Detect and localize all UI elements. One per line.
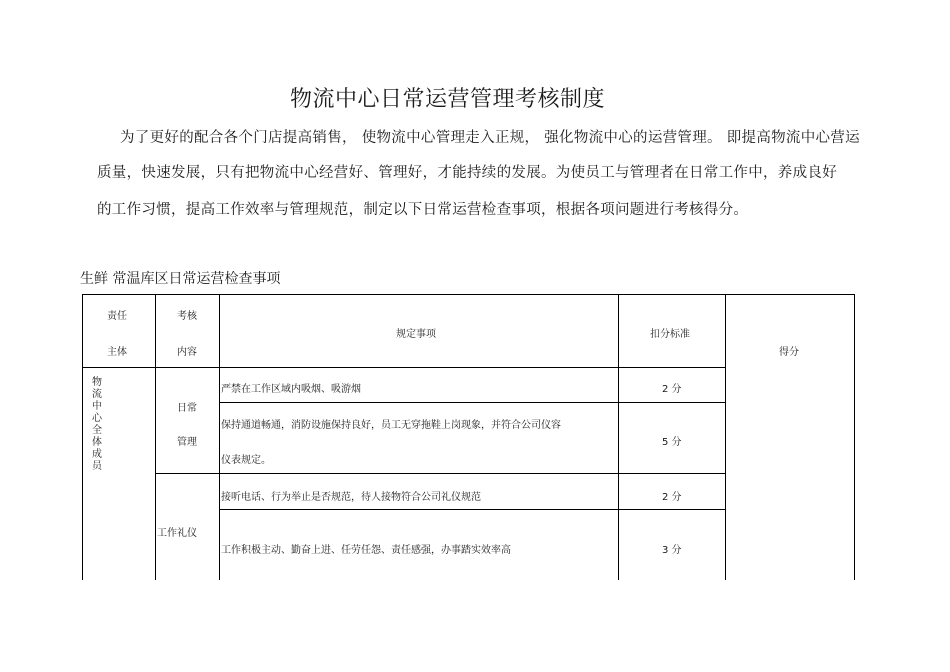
column-divider: [618, 294, 619, 580]
row-divider: [219, 509, 725, 510]
table-border-left: [82, 294, 83, 580]
table-border-right: [854, 294, 855, 580]
rule-text: 工作积极主动、勤奋上进、任劳任怨、责任感强，办事踏实效率高: [221, 545, 511, 556]
header-rules: 规定事项: [396, 329, 436, 340]
assessment-group-etiquette: 工作礼仪: [157, 528, 197, 539]
table-header-divider: [82, 367, 725, 368]
assessment-group-daily-line-2: 管理: [177, 437, 197, 448]
intro-paragraph-line-2: 质量，快速发展，只有把物流中心经营好、管理好，才能持续的发展。为使员工与管理者在日常工作中，养成良好: [97, 165, 837, 181]
header-responsibility-line-1: 责任: [107, 311, 127, 322]
header-assessment-line-1: 考核: [177, 311, 197, 322]
inspection-table: [82, 294, 855, 580]
deduction-points: 2 分: [662, 492, 682, 503]
rule-text-continued: 仪表规定。: [221, 455, 271, 466]
document-title: 物流中心日常运营管理考核制度: [290, 87, 606, 112]
deduction-points: 3 分: [662, 545, 682, 556]
header-responsibility-line-2: 主体: [107, 347, 127, 358]
group-divider: [155, 473, 725, 474]
table-border-top: [82, 294, 855, 295]
column-divider: [219, 294, 220, 580]
rule-text: 接听电话、行为举止是否规范，待人接物符合公司礼仪规范: [221, 492, 481, 503]
deduction-points: 5 分: [662, 437, 682, 448]
section-title: 生鲜 常温库区日常运营检查事项: [80, 271, 281, 287]
header-score: 得分: [779, 347, 799, 358]
row-divider: [219, 402, 725, 403]
deduction-points: 2 分: [662, 384, 682, 395]
column-divider: [725, 294, 726, 580]
rule-text: 严禁在工作区域内吸烟、吸游烟: [221, 384, 361, 395]
column-divider: [155, 294, 156, 580]
intro-paragraph-line-1: 为了更好的配合各个门店提高销售， 使物流中心管理走入正规， 强化物流中心的运营管理。 即提高物流中心营运: [120, 130, 860, 146]
header-assessment-line-2: 内容: [177, 347, 197, 358]
rule-text: 保持通道畅通，消防设施保持良好，员工无穿拖鞋上岗现象，并符合公司仪容: [221, 420, 561, 431]
responsibility-subject: 物流中心全体成员: [92, 377, 102, 472]
assessment-group-daily-line-1: 日常: [177, 403, 197, 414]
intro-paragraph-line-3: 的工作习惯，提高工作效率与管理规范，制定以下日常运营检查事项，根据各项问题进行考核得分。: [97, 202, 749, 218]
header-deduction: 扣分标准: [650, 329, 690, 340]
